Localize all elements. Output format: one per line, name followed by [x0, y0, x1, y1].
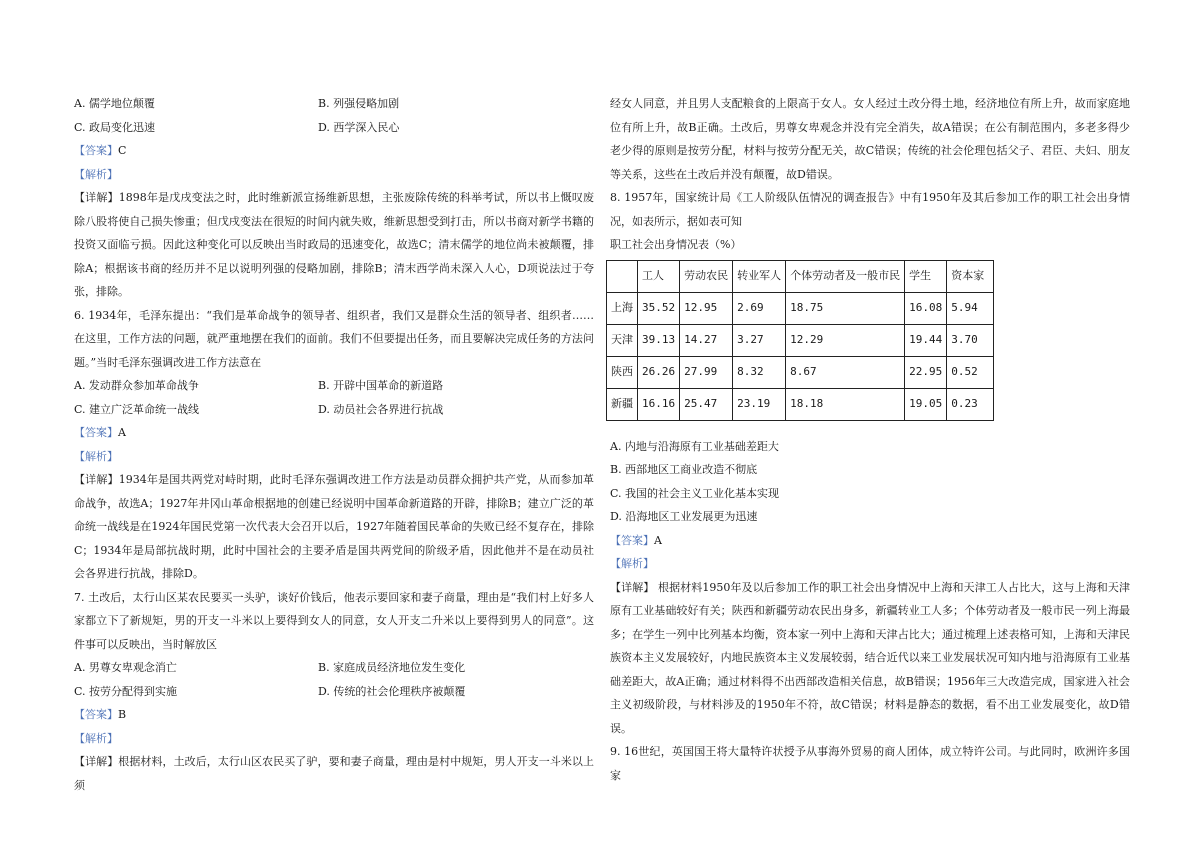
q7-stem: 7. 土改后，太行山区某农民要买一头驴，谈好价钱后，他表示要回家和妻子商量，理由是“我们村上好多人家都立下了新规矩，男的开支一斗米以上要得到女人的同意，女人开支二升米以上要得到男人的同意”。这件事可以反映出，当时解放区 [74, 590, 594, 651]
table-row [607, 292, 994, 324]
q5-option-a: A. 儒学地位颠覆 [74, 97, 155, 110]
table-header-cell: 学生 [905, 260, 947, 292]
table-cell: 23.19 [733, 388, 786, 420]
q8-option-c: C. 我国的社会主义工业化基本实现 [610, 486, 780, 500]
q6-options-row-1 [74, 374, 594, 398]
q9-stem: 9. 16世纪，英国国王将大量特许状授予从事海外贸易的商人团体，成立特许公司。与此同时，欧洲许多国家 [610, 745, 1130, 782]
answer-label: 【答案】 [74, 426, 118, 439]
q6-option-a: A. 发动群众参加革命战争 [74, 379, 199, 392]
answer-value: A [654, 533, 662, 547]
q6-option-d: D. 动员社会各界进行抗战 [318, 402, 444, 416]
answer-value: B [118, 708, 127, 721]
q7-option-b: B. 家庭成员经济地位发生变化 [318, 661, 466, 674]
detail-label: 【详解】 [74, 191, 119, 204]
q7-detail [74, 750, 594, 797]
table-cell: 陕西 [607, 356, 638, 388]
table-cell: 19.44 [905, 324, 947, 356]
detail-label: 【详解】 [74, 473, 119, 486]
table-cell: 8.32 [733, 356, 786, 388]
right-column [610, 92, 1130, 787]
q5-options-row-2 [74, 116, 594, 140]
q5-option-b: B. 列强侵略加剧 [318, 97, 400, 110]
table-cell: 19.05 [905, 388, 947, 420]
q8-answer [610, 529, 1130, 553]
table-cell: 18.75 [786, 292, 905, 324]
left-column [74, 92, 594, 797]
table-header-cell [607, 260, 638, 292]
q6-analysis-label: 【解析】 [74, 449, 118, 463]
table-header-cell: 工人 [638, 260, 680, 292]
q5-analysis-label: 【解析】 [74, 167, 118, 181]
table-cell: 39.13 [638, 324, 680, 356]
table-row [607, 388, 994, 420]
q8-option-a: A. 内地与沿海原有工业基础差距大 [610, 439, 779, 453]
q8-analysis-label: 【解析】 [610, 557, 654, 570]
table-header-cell: 资本家 [947, 260, 994, 292]
q7-answer [74, 703, 594, 727]
table-cell: 27.99 [680, 356, 733, 388]
table-cell: 12.29 [786, 324, 905, 356]
q7-detail-continued: 经女人同意，并且男人支配粮食的上限高于女人。女人经过土改分得土地，经济地位有所上升，故而家庭地位有所上升，故B正确。土改后，男尊女卑观念并没有完全消失，故A错误；在公有制范围内，多老多得少老少得的原则是按劳分配，材料与按劳分配无关，故C错误；传统的社会伦理包括父子、君臣、夫妇、朋友等关系，这些在土改后并没有颠覆，故D错误。 [610, 97, 1130, 181]
answer-label: 【答案】 [74, 708, 118, 721]
table-cell: 0.52 [947, 356, 994, 388]
table-cell: 12.95 [680, 292, 733, 324]
table-header-cell: 劳动农民 [680, 260, 733, 292]
detail-text: 根据材料，土改后，太行山区农民买了驴，要和妻子商量，理由是村中规矩，男人开支一斗米以上须 [74, 755, 595, 792]
table-cell: 8.67 [786, 356, 905, 388]
table-cell: 天津 [607, 324, 638, 356]
q8-option-b: B. 西部地区工商业改造不彻底 [610, 463, 758, 476]
q5-option-c: C. 政局变化迅速 [74, 120, 156, 134]
q7-option-d: D. 传统的社会伦理秩序被颠覆 [318, 684, 466, 698]
table-cell: 16.08 [905, 292, 947, 324]
q6-answer [74, 421, 594, 445]
q6-option-c: C. 建立广泛革命统一战线 [74, 402, 200, 416]
q6-option-b: B. 开辟中国革命的新道路 [318, 379, 444, 392]
detail-label: 【详解】 [610, 580, 655, 594]
detail-text: 1934年是国共两党对峙时期，此时毛泽东强调改进工作方法是动员群众拥护共产党，从而参加革命战争，故选A；1927年井冈山革命根据地的创建已经说明中国革命新道路的开辟，排除B；建立广泛的革命统一战线是在1924年国民党第一次代表大会召开以后，1927年随着国民革命的失败已经不复存在，排除C；1934年是局部抗战时期，此时中国社会的主要矛盾是国共两党间的阶级矛盾，因此他并不是在动员社会各界进行抗战，排除D。 [74, 473, 594, 580]
detail-text: 1898年是戊戌变法之时，此时维新派宣扬维新思想，主张废除传统的科举考试，所以书上慨叹废除八股将使自己损失惨重；但戊戌变法在很短的时间内就失败，维新思想受到打击，所以书商对新学书籍的投资又面临亏损。因此这种变化可以反映出当时政局的迅速变化，故选C；清末儒学的地位尚未被颠覆，排除A；根据该书商的经历并不足以说明列强的侵略加剧，排除B；清末西学尚未深入人心，D项说法过于夸张，排除。 [74, 191, 594, 298]
table-cell: 3.27 [733, 324, 786, 356]
q8-stem: 8. 1957年，国家统计局《工人阶级队伍情况的调查报告》中有1950年及其后参加工作的职工社会出身情况，如表所示，据如表可知 [610, 191, 1130, 228]
answer-label: 【答案】 [74, 144, 118, 157]
answer-label: 【答案】 [610, 533, 654, 547]
table-cell: 18.18 [786, 388, 905, 420]
table-cell: 新疆 [607, 388, 638, 420]
table-header-cell: 转业军人 [733, 260, 786, 292]
q7-option-c: C. 按劳分配得到实施 [74, 684, 178, 698]
q5-detail [74, 186, 594, 304]
table-cell: 0.23 [947, 388, 994, 420]
detail-label: 【详解】 [74, 755, 119, 768]
table-header-cell: 个体劳动者及一般市民 [786, 260, 905, 292]
table-cell: 22.95 [905, 356, 947, 388]
table-cell: 14.27 [680, 324, 733, 356]
table-row [607, 356, 994, 388]
q5-options-row-1 [74, 92, 594, 116]
table-cell: 26.26 [638, 356, 680, 388]
q5-option-d: D. 西学深入民心 [318, 120, 400, 134]
q7-option-a: A. 男尊女卑观念消亡 [74, 661, 177, 674]
origin-table [606, 260, 994, 421]
table-cell: 25.47 [680, 388, 733, 420]
q6-detail [74, 468, 594, 586]
q8-option-d: D. 沿海地区工业发展更为迅速 [610, 510, 758, 523]
table-row [607, 324, 994, 356]
table-cell: 上海 [607, 292, 638, 324]
q5-answer [74, 139, 594, 163]
table-title: 职工社会出身情况表（%） [610, 238, 742, 251]
table-cell: 5.94 [947, 292, 994, 324]
answer-value: C [118, 144, 127, 157]
q7-analysis-label: 【解析】 [74, 731, 118, 745]
table-cell: 35.52 [638, 292, 680, 324]
table-cell: 16.16 [638, 388, 680, 420]
detail-text: 根据材料1950年及以后参加工作的职工社会出身情况中上海和天津工人占比大，这与上海和天津原有工业基础较好有关；陕西和新疆劳动农民出身多，新疆转业工人多；个体劳动者及一般市民一列上海最多；在学生一列中比列基本均衡，资本家一列中上海和天津占比大；通过梳理上述表格可知，上海和天津民族资本主义发展较好，内地民族资本主义发展较弱，结合近代以来工业发展状况可知内地与沿海原有工业基础差距大，故A正确；通过材料得不出西部改造相关信息，故B错误；1956年三大改造完成，国家进入社会主义初级阶段，与材料涉及的1950年不符，故C错误；材料是静态的数据，看不出工业发展变化，故D错误。 [610, 580, 1130, 735]
q7-options-row-2 [74, 680, 594, 704]
table-header-row [607, 260, 994, 292]
q6-options-row-2 [74, 398, 594, 422]
table-cell: 3.70 [947, 324, 994, 356]
q7-options-row-1 [74, 656, 594, 680]
table-cell: 2.69 [733, 292, 786, 324]
answer-value: A [118, 426, 126, 439]
q8-detail [610, 576, 1130, 741]
q6-stem: 6. 1934年，毛泽东提出：“我们是革命战争的领导者、组织者，我们又是群众生活的领导者、组织者……在这里，工作方法的问题，就严重地摆在我们的面前。我们不但要提出任务，而且要解决完成任务的方法问题。”当时毛泽东强调改进工作方法意在 [74, 308, 594, 369]
